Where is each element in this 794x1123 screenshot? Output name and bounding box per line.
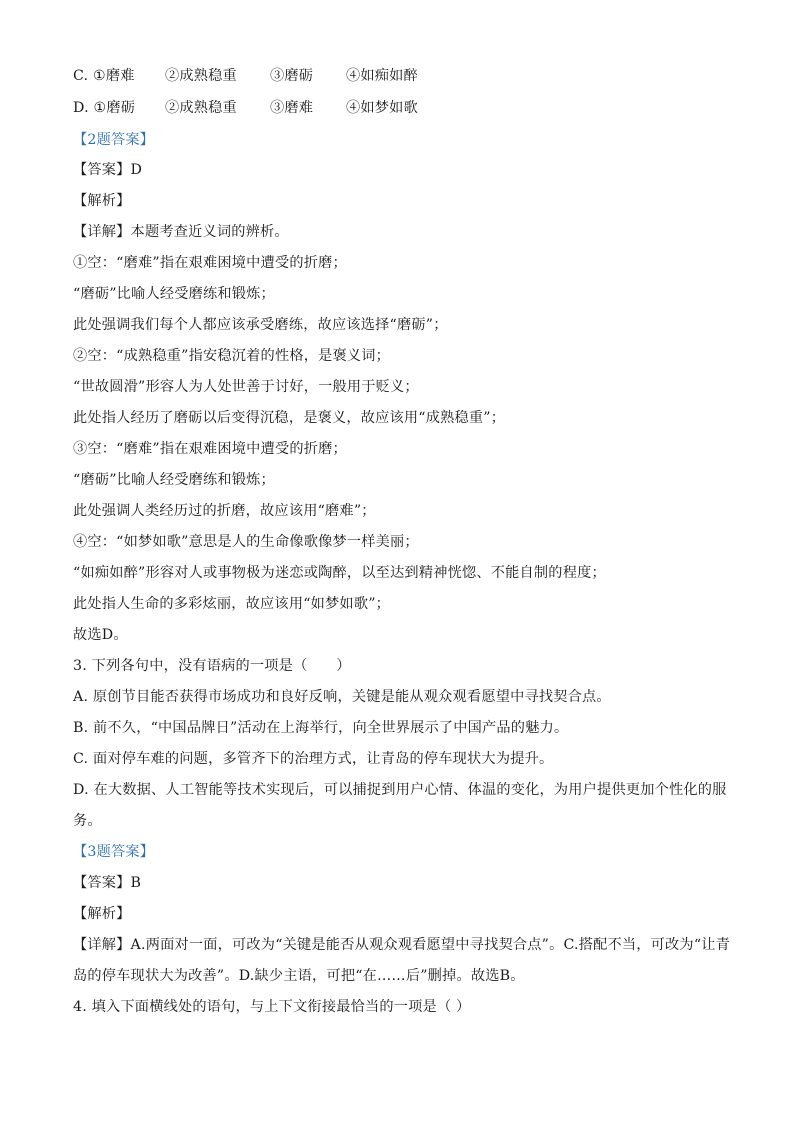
text-line: 4. 填入下面横线处的语句，与上下文衔接最恰当的一项是（ ） <box>73 999 471 1015</box>
text-line: 【详解】A.两面对一面，可改为“关键是能否从观众观看愿望中寻找契合点”。C.搭配不当，可改为“让青 <box>73 937 731 953</box>
text-line: A. 原创节目能否获得市场成功和良好反响，关键是能从观众观看愿望中寻找契合点。 <box>73 689 611 705</box>
text-line: 此处指人生命的多彩炫丽，故应该用“如梦如歌”； <box>73 596 391 612</box>
option-choice: D. ①磨砺 <box>73 100 136 116</box>
text-line: B. 前不久，“中国品牌日”活动在上海举行，向全世界展示了中国产品的魅力。 <box>73 720 569 736</box>
text-line: 【解析】 <box>73 906 131 922</box>
option-choice: ②成熟稳重 <box>165 100 237 116</box>
text-line: D. 在大数据、人工智能等技术实现后，可以捕捉到用户心情、体温的变化，为用户提供更加个性化的服 <box>73 782 727 798</box>
option-choice: ④如痴如醉 <box>346 68 418 84</box>
text-line: “磨砺”比喻人经受磨练和锻炼； <box>73 286 275 302</box>
text-line: 【详解】本题考查近义词的辨析。 <box>73 224 289 240</box>
answer-option-row <box>73 98 418 118</box>
text-line: “如痴如醉”形容对人或事物极为迷恋或陶醉，以至达到精神恍惚、不能自制的程度； <box>73 565 606 581</box>
text-line: ①空：“磨难”指在艰难困境中遭受的折磨； <box>73 255 347 271</box>
text-line: 岛的停车现状大为改善”。D.缺少主语，可把“在……后”删掉。故选B。 <box>73 968 525 984</box>
text-line: 3. 下列各句中，没有语病的一项是（ ） <box>73 658 351 674</box>
text-line: “磨砺”比喻人经受磨练和锻炼； <box>73 472 275 488</box>
text-line: 此处强调人类经历过的折磨，故应该用“磨难”； <box>73 503 376 519</box>
text-line: 此处指人经历了磨砺以后变得沉稳，是褒义，故应该用“成熟稳重”； <box>73 410 506 426</box>
answer-section-header: 【3题答案】 <box>73 844 155 860</box>
option-choice: ②成熟稳重 <box>165 68 237 84</box>
text-line: 【答案】D <box>73 162 143 178</box>
option-choice: C. ①磨难 <box>73 68 135 84</box>
text-line: C. 面对停车难的问题，多管齐下的治理方式，让青岛的停车现状大为提升。 <box>73 751 554 767</box>
option-choice: ③磨砺 <box>270 68 314 84</box>
text-line: ③空：“磨难”指在艰难困境中遭受的折磨； <box>73 441 347 457</box>
text-line: 此处强调我们每个人都应该承受磨练，故应该选择“磨砺”； <box>73 317 448 333</box>
text-line: 【解析】 <box>73 193 131 209</box>
option-choice: ④如梦如歌 <box>346 100 418 116</box>
text-line: 务。 <box>73 813 102 829</box>
answer-option-row <box>73 66 418 86</box>
text-line: ②空：“成熟稳重”指安稳沉着的性格，是褒义词； <box>73 348 391 364</box>
text-line: “世故圆滑”形容人为人处世善于讨好，一般用于贬义； <box>73 379 419 395</box>
text-line: ④空：“如梦如歌”意思是人的生命像歌像梦一样美丽； <box>73 534 419 550</box>
option-choice: ③磨难 <box>270 100 314 116</box>
answer-section-header: 【2题答案】 <box>73 132 155 148</box>
text-line: 故选D。 <box>73 627 128 643</box>
text-line: 【答案】B <box>73 875 142 891</box>
